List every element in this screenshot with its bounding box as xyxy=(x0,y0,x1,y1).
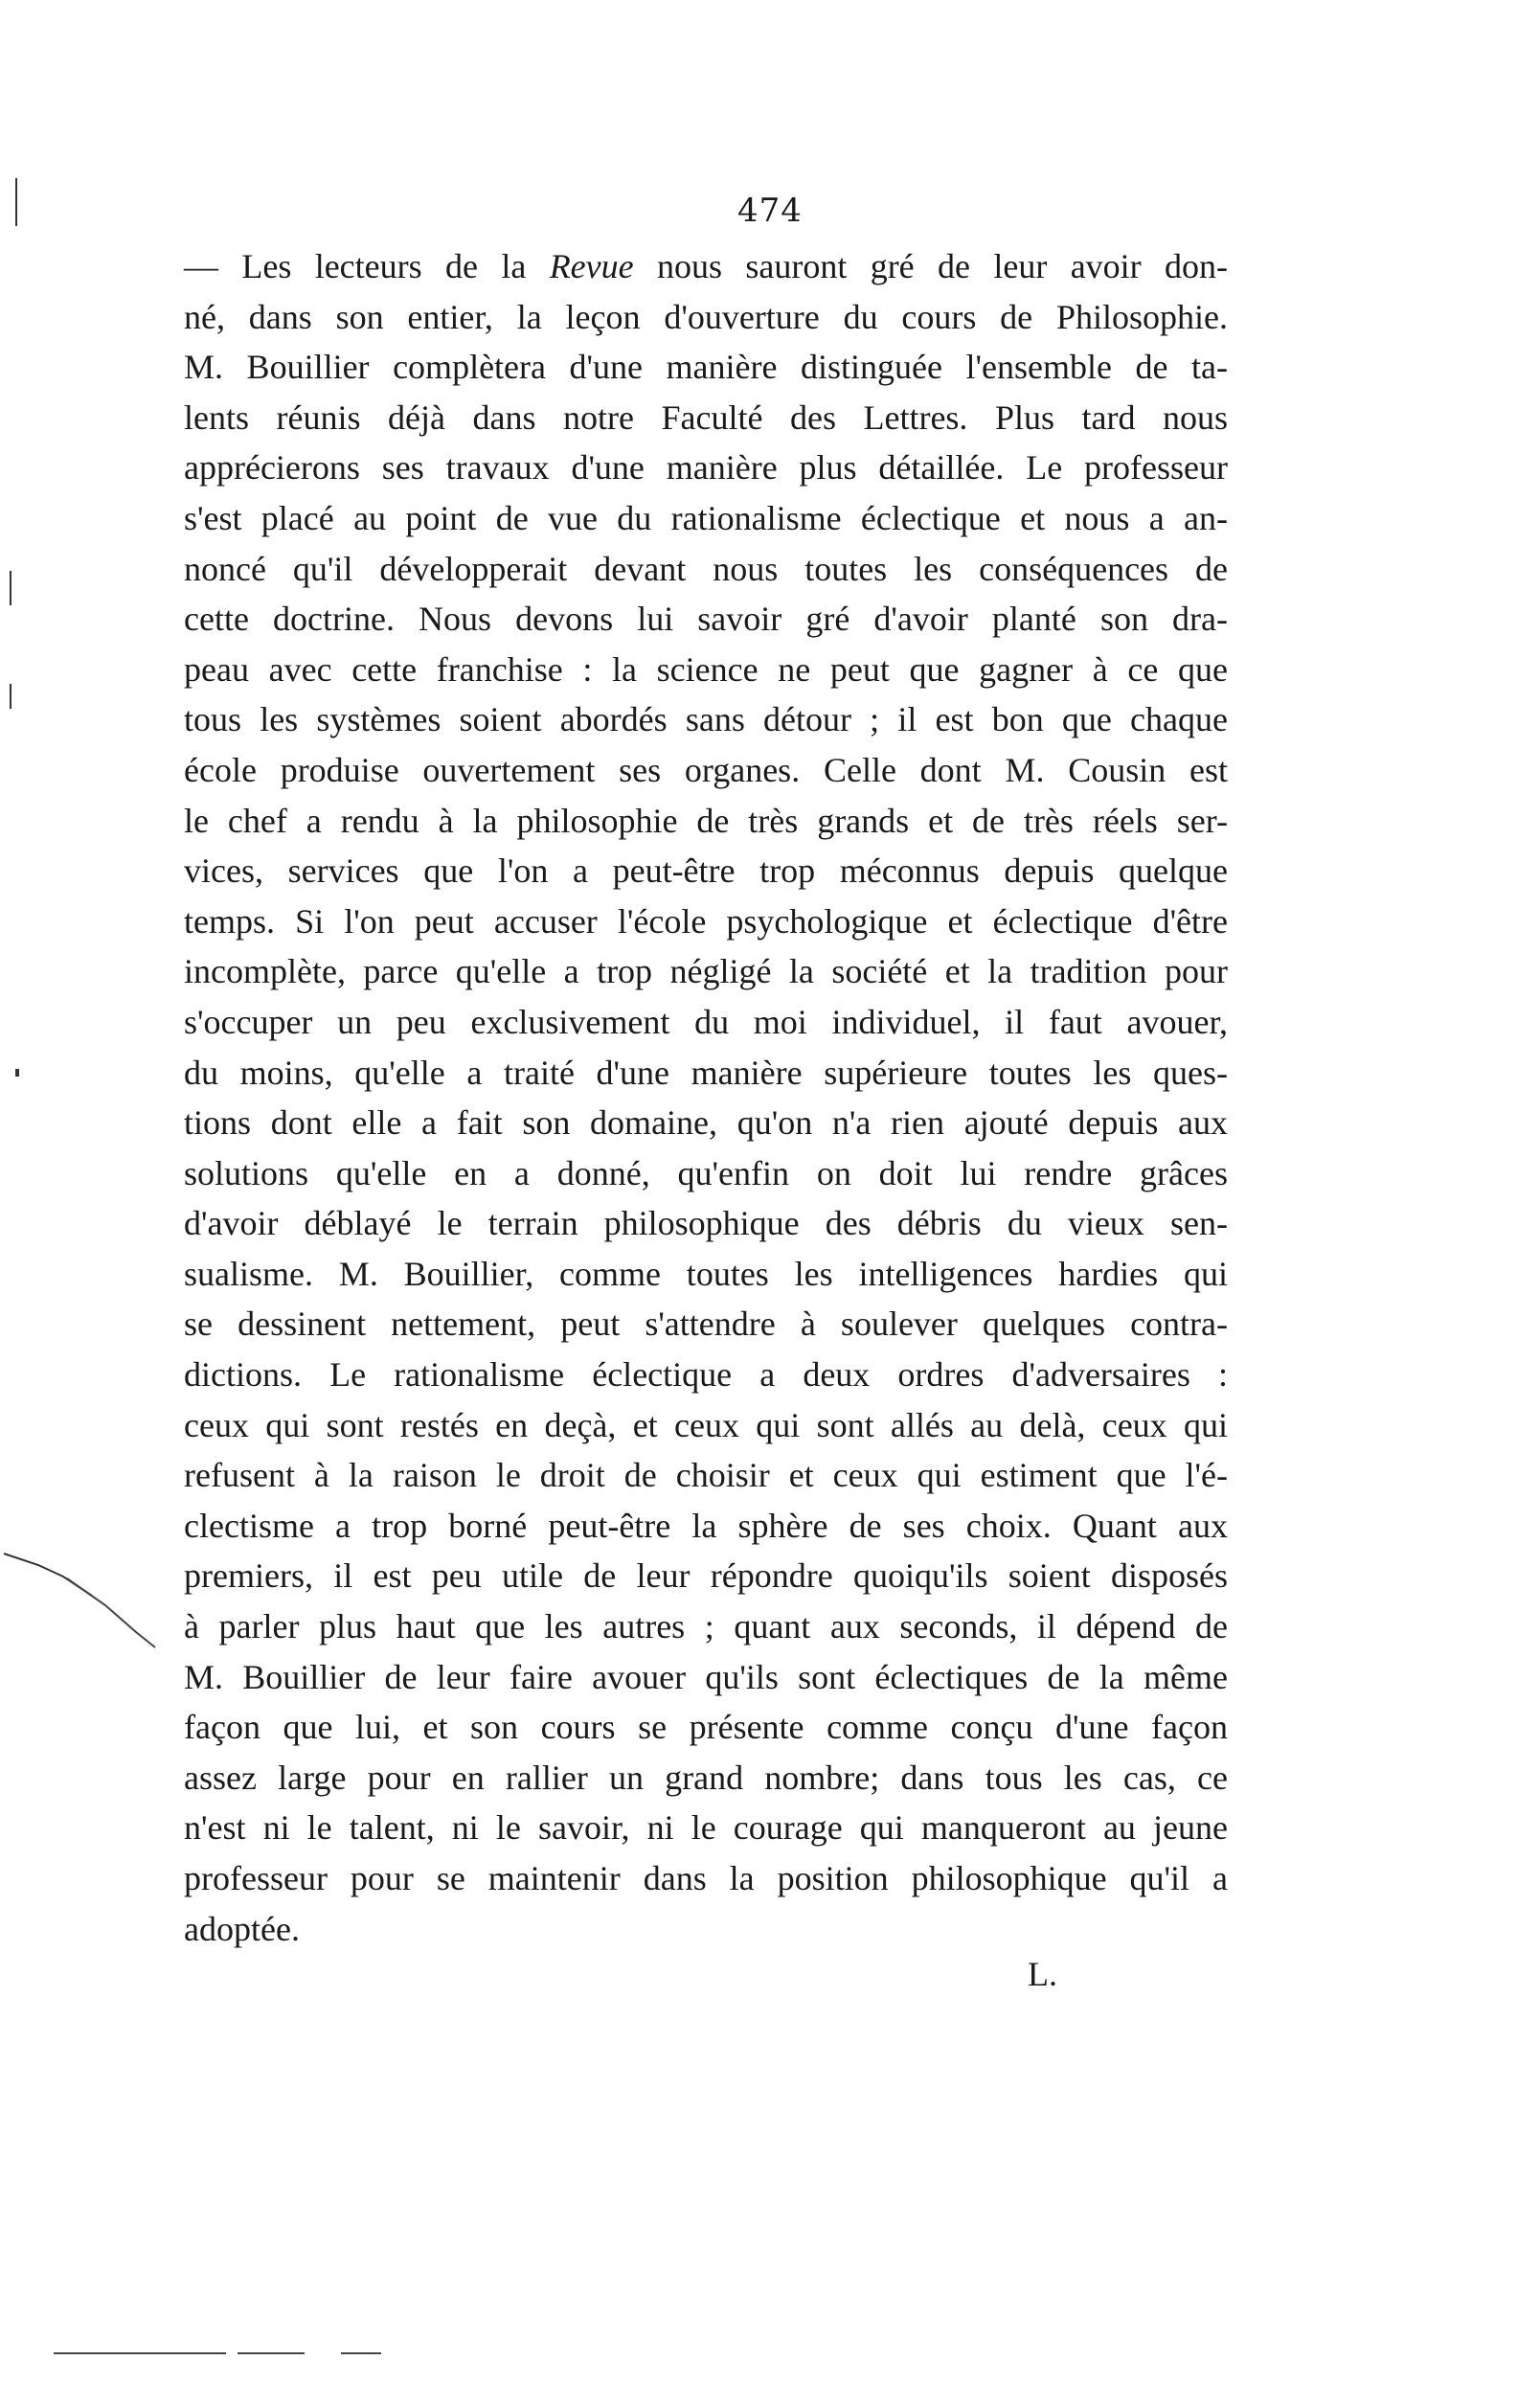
text-line: école produise ouvertement ses organes. Celle dont M. Cousin est xyxy=(184,750,1228,789)
text-line: tous les systèmes soient abordés sans détour ; il est bon que chaque xyxy=(184,700,1228,739)
text-line: solutions qu'elle en a donné, qu'enfin on doit lui rendre grâces xyxy=(184,1153,1228,1192)
text-line: temps. Si l'on peut accuser l'école psychologique et éclectique d'être xyxy=(184,901,1228,941)
footer-rule xyxy=(341,2352,381,2354)
text-line: premiers, il est peu utile de leur répondre quoiqu'ils soient disposés xyxy=(184,1556,1228,1596)
text-line: d'avoir déblayé le terrain philosophique des débris du vieux sen- xyxy=(184,1204,1228,1243)
text-line: du moins, qu'elle a traité d'une manière supérieure toutes les ques- xyxy=(184,1053,1228,1092)
text-line: noncé qu'il développerait devant nous toutes les conséquences de xyxy=(184,549,1228,588)
journal-title: Revue xyxy=(549,247,634,285)
text-line: peau avec cette franchise : la science ne peut que gagner à ce que xyxy=(184,649,1228,689)
text-line: — Les lecteurs de la Revue nous sauront gré de leur avoir don- xyxy=(184,247,1229,285)
article-paragraph xyxy=(184,241,1228,1954)
text-line: incomplète, parce qu'elle a trop négligé la société et la tradition pour xyxy=(184,952,1228,991)
text-line: s'est placé au point de vue du rationalisme éclectique et nous a an- xyxy=(184,498,1228,537)
text-line: cette doctrine. Nous devons lui savoir gré d'avoir planté son dra- xyxy=(184,600,1228,639)
text-line: tions dont elle a fait son domaine, qu'on n'a rien ajouté depuis aux xyxy=(184,1103,1228,1143)
text-line: M. Bouillier complètera d'une manière distinguée l'ensemble de ta- xyxy=(184,348,1228,387)
text-line: à parler plus haut que les autres ; quant aux seconds, il dépend de xyxy=(184,1607,1228,1646)
text-line: sualisme. M. Bouillier, comme toutes les intelligences hardies qui xyxy=(184,1254,1228,1293)
text-line: M. Bouillier de leur faire avouer qu'ils sont éclectiques de la même xyxy=(184,1657,1228,1696)
text-line: lents réunis déjà dans notre Faculté des Lettres. Plus tard nous xyxy=(184,397,1228,437)
margin-scribble xyxy=(0,0,192,1686)
footer-rule xyxy=(238,2352,305,2354)
text-line: se dessinent nettement, peut s'attendre à soulever quelques contra- xyxy=(184,1305,1228,1344)
page-number: 474 xyxy=(737,192,803,230)
text-line: clectisme a trop borné peut-être la sphère de ses choix. Quant aux xyxy=(184,1506,1228,1545)
text-line: le chef a rendu à la philosophie de très grands et de très réels ser- xyxy=(184,801,1228,840)
author-signature: L. xyxy=(1028,1955,1057,1993)
text-line: n'est ni le talent, ni le savoir, ni le courage qui manqueront au jeune xyxy=(184,1808,1228,1848)
text-line: dictions. Le rationalisme éclectique a deux ordres d'adversaires : xyxy=(184,1355,1228,1395)
text-line: assez large pour en rallier un grand nombre; dans tous les cas, ce xyxy=(184,1758,1228,1797)
text-line: adoptée. xyxy=(184,1909,300,1948)
text-line: apprécierons ses travaux d'une manière plus détaillée. Le professeur xyxy=(184,448,1228,488)
text-line: né, dans son entier, la leçon d'ouverture du cours de Philosophie. xyxy=(184,297,1228,336)
text-line: vices, services que l'on a peut-être trop méconnus depuis quelque xyxy=(184,851,1228,891)
text-line: professeur pour se maintenir dans la position philosophique qu'il a xyxy=(184,1859,1228,1897)
text-line: s'occuper un peu exclusivement du moi individuel, il faut avouer, xyxy=(184,1002,1228,1041)
text-line: façon que lui, et son cours se présente comme conçu d'une façon xyxy=(184,1708,1228,1747)
text-line: refusent à la raison le droit de choisir et ceux qui estiment que l'é- xyxy=(184,1456,1228,1495)
text-line: ceux qui sont restés en deçà, et ceux qui sont allés au delà, ceux qui xyxy=(184,1405,1228,1444)
footer-rule xyxy=(54,2352,226,2354)
